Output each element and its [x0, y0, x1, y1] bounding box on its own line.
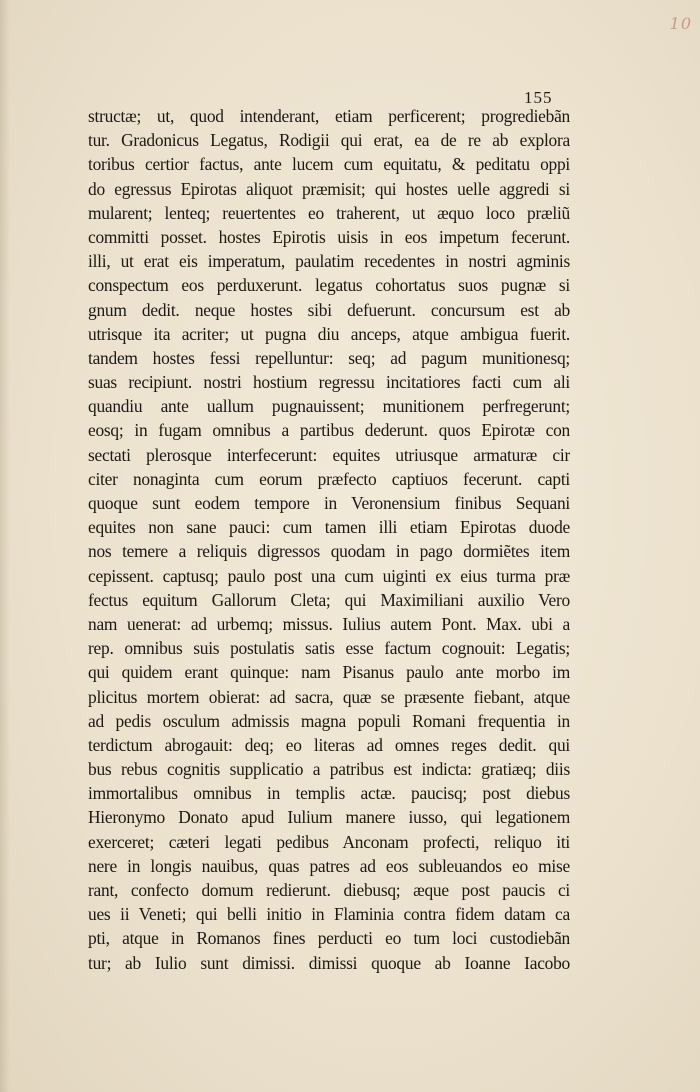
text-line: sectati plerosque interfecerunt: equites utriusque armaturæ cir	[88, 444, 570, 465]
page-number: 155	[524, 88, 553, 107]
text-line: conspectum eos perduxerunt. legatus cohortatus suos pugnæ si	[88, 275, 570, 296]
margin-note: 10	[669, 14, 692, 33]
text-line: structæ; ut, quod intenderant, etiam perficerent; progrediebãn	[88, 106, 570, 126]
text-line: cepissent. captusq; paulo post una cum uiginti ex eius turma præ	[88, 565, 570, 586]
text-line: gnum dedit. neque hostes sibi defuerunt. concursum est ab	[88, 299, 570, 320]
text-line: eosq; in fugam omnibus a partibus dederunt. quos Epirotæ con	[88, 420, 570, 441]
text-line: nere in longis nauibus, quas patres ad eos subleuandos eo mise	[88, 855, 570, 876]
text-line: citer nonaginta cum eorum præfecto captiuos fecerunt. capti	[88, 468, 570, 489]
text-line: qui quidem erant quinque: nam Pisanus paulo ante morbo im	[88, 662, 570, 683]
text-line: immortalibus omnibus in templis actæ. paucisq; post diebus	[88, 783, 570, 804]
text-line: rant, confecto domum redierunt. diebusq; æque post paucis ci	[88, 880, 570, 900]
text-line: mularent; lenteq; reuertentes eo traherent, ut æquo loco præliũ	[88, 202, 570, 223]
text-line: do egressus Epirotas aliquot præmisit; qui hostes uelle aggredi si	[88, 178, 570, 199]
text-line: ad pedis osculum admissis magna populi Romani frequentia in	[88, 710, 570, 731]
page-gutter-shadow	[0, 0, 10, 1092]
text-block	[88, 104, 570, 975]
text-line: bus rebus cognitis supplicatio a patribus est indicta: gratiæq; diis	[88, 759, 570, 780]
text-line: quoque sunt eodem tempore in Veronensium finibus Sequani	[88, 493, 570, 513]
text-line: utrisque ita acriter; ut pugna diu anceps, atque ambigua fuerit.	[88, 323, 570, 344]
text-line: illi, ut erat eis imperatum, paulatim recedentes in nostri agminis	[88, 251, 570, 272]
text-line: tandem hostes fessi repelluntur: seq; ad pagum munitionesq;	[88, 347, 570, 368]
text-line: fectus equitum Gallorum Cleta; qui Maximiliani auxilio Vero	[88, 589, 570, 610]
text-line: rep. omnibus suis postulatis satis esse factum cognouit: Legatis;	[88, 638, 570, 659]
text-line: nos temere a reliquis digressos quodam in pago dormiẽtes item	[88, 541, 570, 562]
text-line: tur; ab Iulio sunt dimissi. dimissi quoque ab Ioanne Iacobo	[88, 952, 570, 973]
text-line: nam uenerat: ad urbemq; missus. Iulius autem Pont. Max. ubi a	[88, 613, 570, 634]
text-line: toribus certior factus, ante lucem cum equitatu, & peditatu oppi	[88, 154, 570, 175]
text-line: exerceret; cæteri legati pedibus Anconam profecti, reliquo iti	[88, 831, 570, 852]
text-line: terdictum abrogauit: deq; eo literas ad omnes reges dedit. qui	[88, 734, 570, 755]
text-line: plicitus mortem obierat: ad sacra, quæ se præsente fiebant, atque	[88, 686, 570, 707]
text-line: pti, atque in Romanos fines perducti eo tum loci custodiebãn	[88, 928, 570, 949]
text-line: quandiu ante uallum pugnauissent; munitionem perfregerunt;	[88, 396, 570, 417]
text-line: committi posset. hostes Epirotis uisis in eos impetum fecerunt.	[88, 226, 570, 247]
text-line: suas recipiunt. nostri hostium regressu incitatiores facti cum ali	[88, 372, 570, 393]
text-line: equites non sane pauci: cum tamen illi etiam Epirotas duode	[88, 517, 570, 538]
text-line: ues ii Veneti; qui belli initio in Flaminia contra fidem datam ca	[88, 904, 570, 925]
text-line: tur. Gradonicus Legatus, Rodigii qui erat, ea de re ab explora	[88, 130, 570, 151]
text-line: Hieronymo Donato apud Iulium manere iusso, qui legationem	[88, 807, 570, 828]
